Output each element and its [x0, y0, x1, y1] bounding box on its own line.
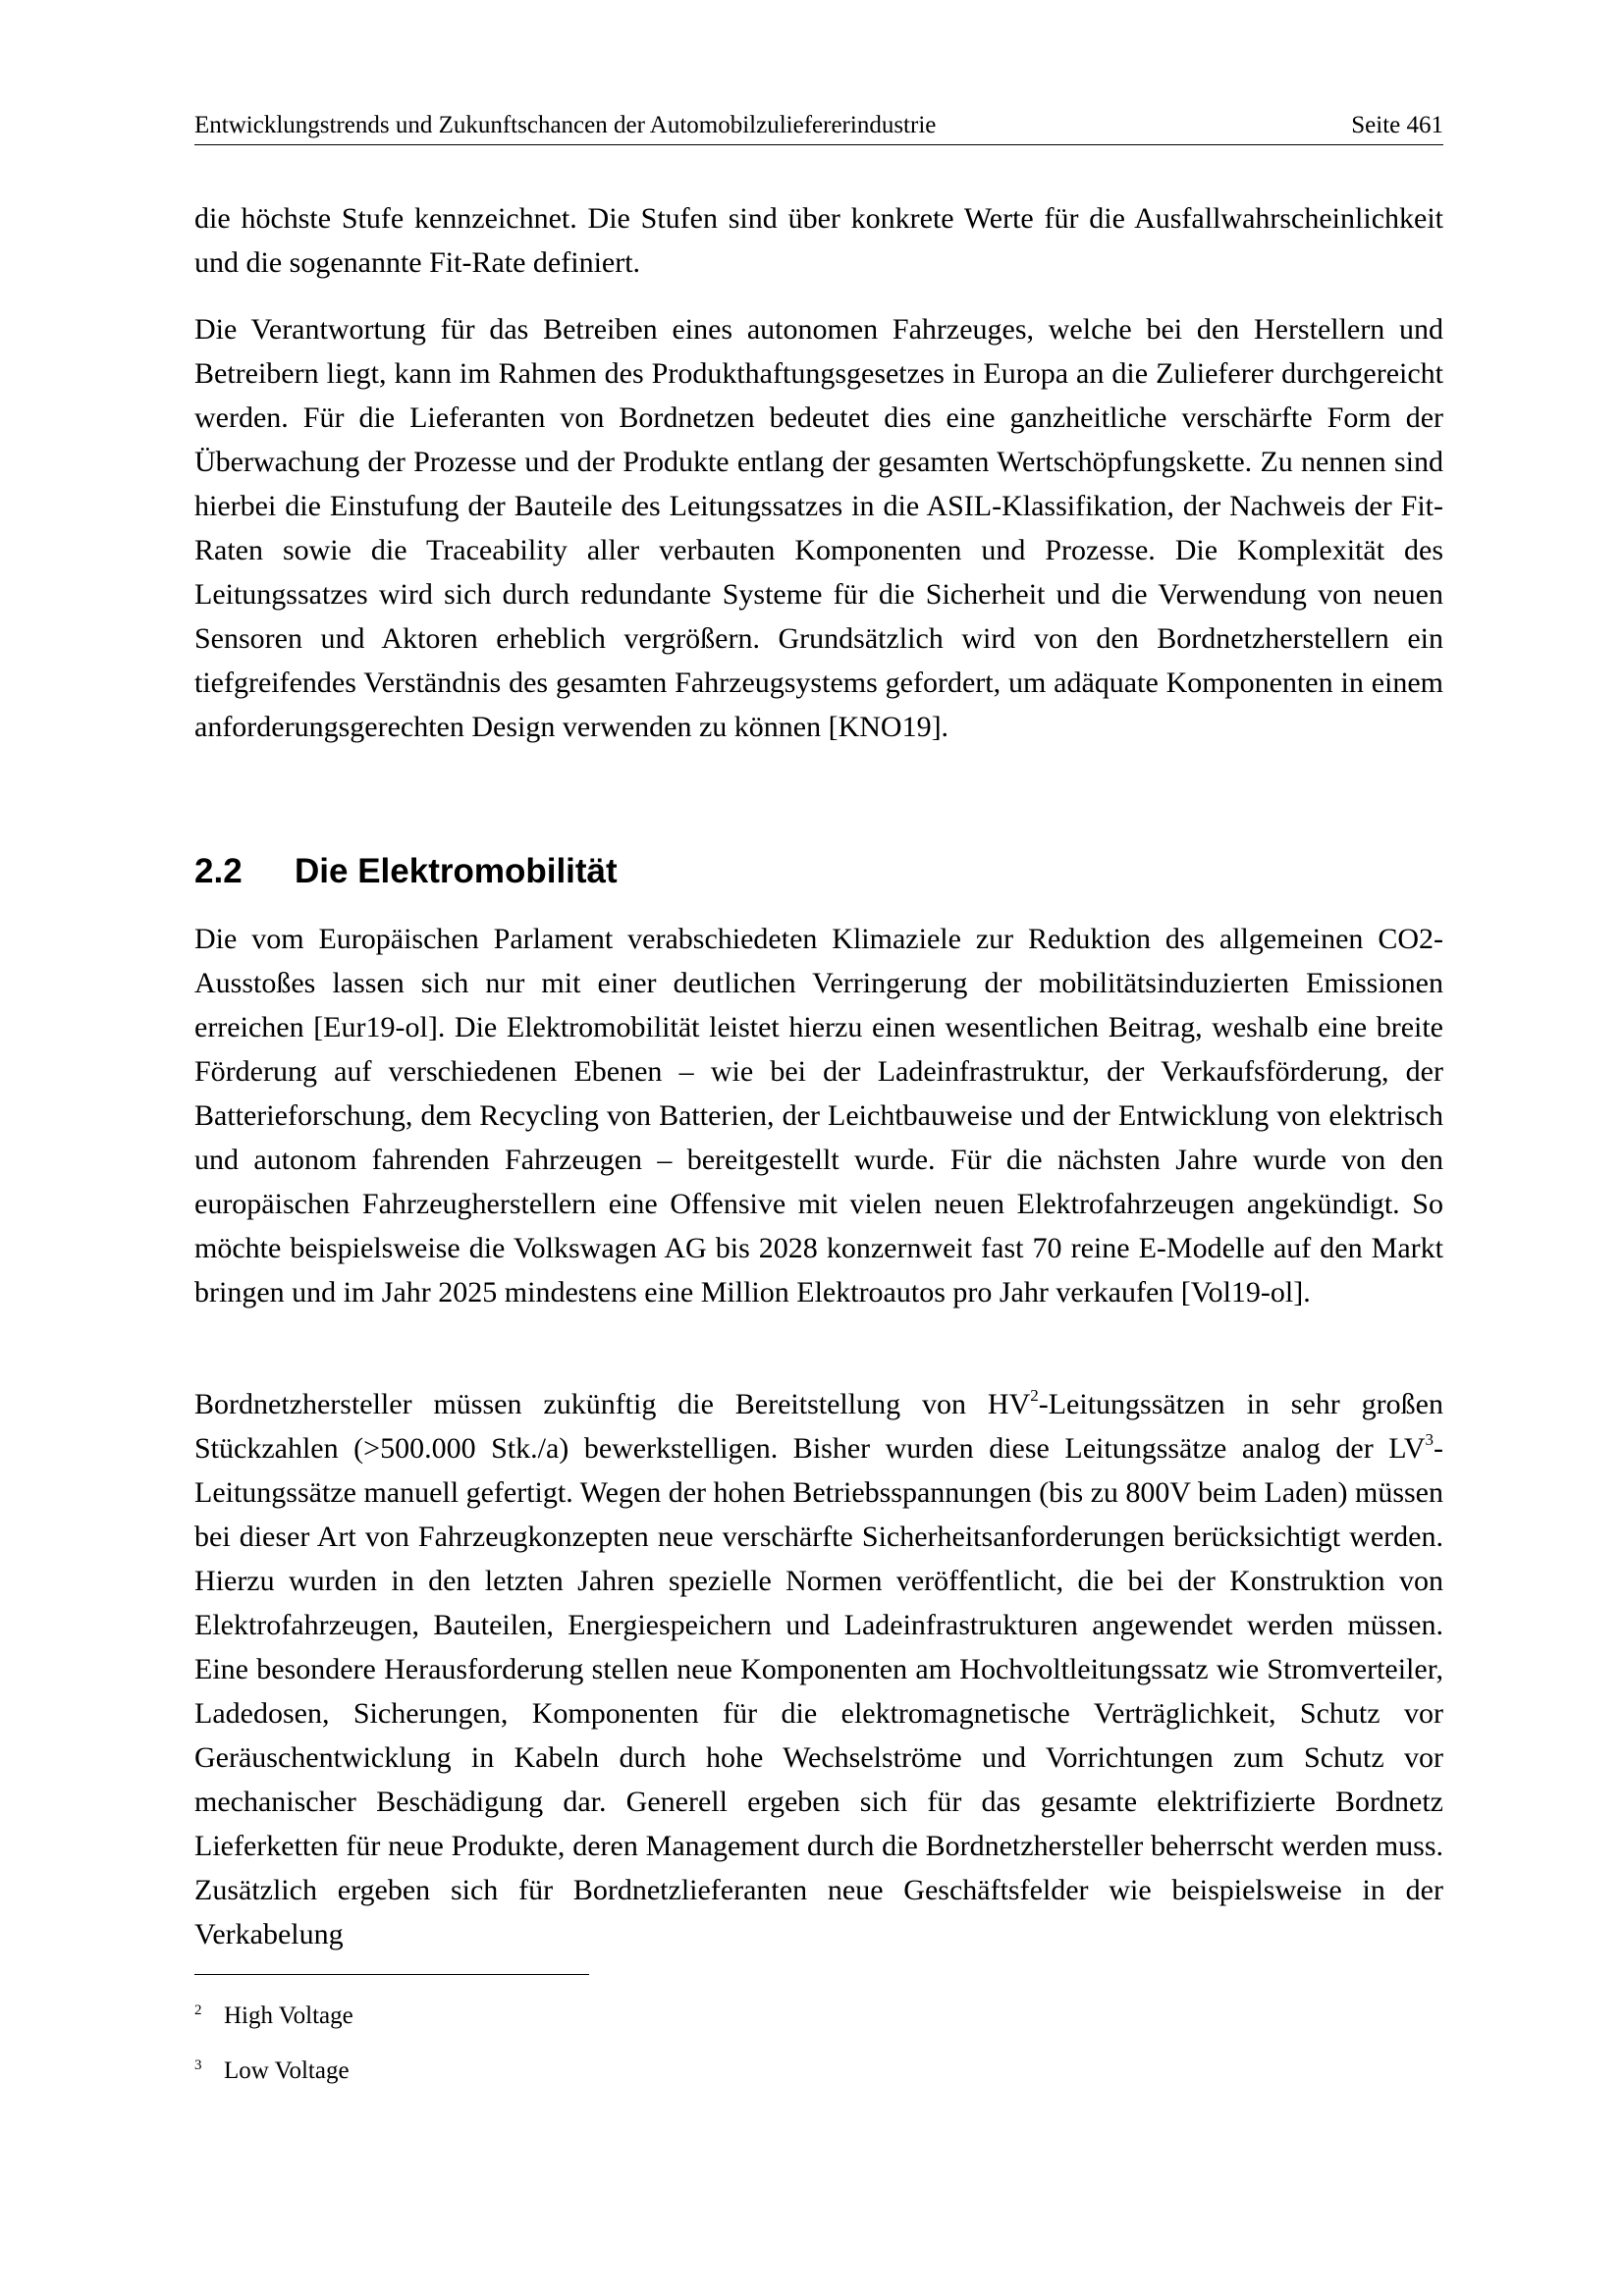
document-page	[194, 0, 1443, 2296]
footnote-separator	[194, 1974, 589, 1975]
footnote-ref-3[interactable]: 3	[1425, 1430, 1434, 1449]
paragraph-hv-harness	[194, 1382, 1443, 1956]
paragraph-electromobility: Die vom Europäischen Parlament verabschiedeten Klimaziele zur Reduktion des allgemeinen CO2-Ausstoßes lassen sich nur mit einer deutlichen Verringerung der mobilitätsinduzierten Emissionen erreichen [Eur19-ol]. Die Elektromobilität leistet hierzu einen wesentlichen Beitrag, weshalb eine breite Förderung auf verschiedenen Ebenen – wie bei der Ladeinfrastruktur, der Verkaufsförderung, der Batterieforschung, dem Recycling von Batterien, der Leichtbauweise und der Entwicklung von elektrisch und autonom fahrenden Fahrzeugen – bereitgestellt wurde. Für die nächsten Jahre wurde von den europäischen Fahrzeugherstellern eine Offensive mit vielen neuen Elektrofahrzeugen angekündigt. So möchte beispielsweise die Volkswagen AG bis 2028 konzernweit fast 70 reine E-Modelle auf den Markt bringen und im Jahr 2025 mindestens eine Million Elektroautos pro Jahr verkaufen [Vol19-ol].	[194, 923, 1443, 1308]
section-title: Die Elektromobilität	[295, 852, 618, 890]
paragraph-asil-levels: die höchste Stufe kennzeichnet. Die Stufen sind über konkrete Werte für die Ausfallwahrscheinlichkeit und die sogenannte Fit-Rate definiert.	[194, 202, 1443, 279]
footnote-2-text: High Voltage	[224, 2002, 353, 2029]
p4-text-part2: -Leitungssätzen in sehr großen Stückzahlen (>500.000 Stk./a) bewerkstelligen. Bisher wurden diese Leitungssätze analog der LV	[194, 1388, 1443, 1465]
p4-text-part1: Bordnetzhersteller müssen zukünftig die Bereitstellung von HV	[194, 1388, 1031, 1420]
footnote-ref-2[interactable]: 2	[1030, 1386, 1039, 1405]
section-number: 2.2	[194, 852, 243, 890]
header-title: Entwicklungstrends und Zukunftschancen der Automobilzuliefererindustrie	[194, 112, 937, 138]
page-number: Seite 461	[1351, 112, 1443, 138]
footnote-2: 2 High Voltage	[194, 2002, 353, 2029]
footnote-3-text: Low Voltage	[224, 2057, 350, 2084]
section-heading	[194, 850, 1443, 893]
p4-text-part3: -Leitungssätze manuell gefertigt. Wegen der hohen Betriebsspannungen (bis zu 800V beim Laden) müssen bei dieser Art von Fahrzeugkonzepten neue verschärfte Sicherheitsanforderungen berücksichtigt werden. Hierzu wurden in den letzten Jahren spezielle Normen veröffentlicht, die bei der Konstruktion von Elektrofahrzeugen, Bauteilen, Energiespeichern und Ladeinfrastrukturen angewendet werden müssen. Eine besondere Herausforderung stellen neue Komponenten am Hochvoltleitungssatz wie Stromverteiler, Ladedosen, Sicherungen, Komponenten für die elektromagnetische Verträglichkeit, Schutz vor Geräuschentwicklung in Kabeln durch hohe Wechselströme und Vorrichtungen zum Schutz vor mechanischer Beschädigung dar. Generell ergeben sich für das gesamte elektrifizierte Bordnetz Lieferketten für neue Produkte, deren Management durch die Bordnetzhersteller beherrscht werden muss. Zusätzlich ergeben sich für Bordnetzlieferanten neue Geschäftsfelder wie beispielsweise in der Verkabelung	[194, 1432, 1443, 1950]
paragraph-liability: Die Verantwortung für das Betreiben eines autonomen Fahrzeuges, welche bei den Herstellern und Betreibern liegt, kann im Rahmen des Produkthaftungsgesetzes in Europa an die Zulieferer durchgereicht werden. Für die Lieferanten von Bordnetzen bedeutet dies eine ganzheitliche verschärfte Form der Überwachung der Prozesse und der Produkte entlang der gesamten Wertschöpfungskette. Zu nennen sind hierbei die Einstufung der Bauteile des Leitungssatzes in die ASIL-Klassifikation, der Nachweis der Fit-Raten sowie die Traceability aller verbauten Komponenten und Prozesse. Die Komplexität des Leitungssatzes wird sich durch redundante Systeme für die Sicherheit und die Verwendung von neuen Sensoren und Aktoren erheblich vergrößern. Grundsätzlich wird von den Bordnetzherstellern ein tiefgreifendes Verständnis des gesamten Fahrzeugsystems gefordert, um adäquate Komponenten in einem anforderungsgerechten Design verwenden zu können [KNO19].	[194, 313, 1443, 743]
footnote-3: 3 Low Voltage	[194, 2057, 350, 2084]
running-header	[194, 112, 1443, 145]
